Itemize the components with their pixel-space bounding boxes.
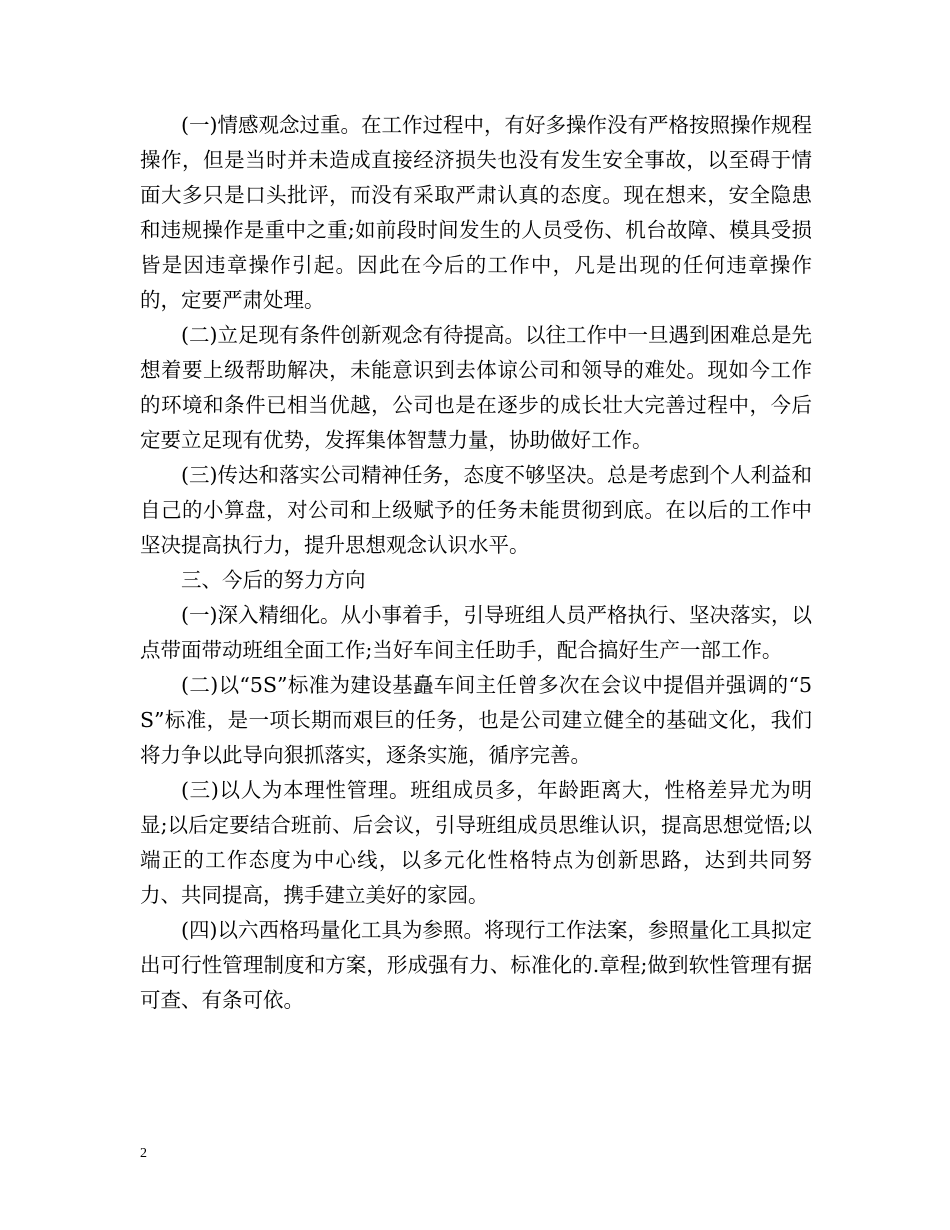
paragraph-5s-standard: (二)以“5S”标准为建设基矗车间主任曾多次在会议中提倡并强调的“5S”标准，是一项长期而艰巨的任务，也是公司建立健全的基础文化，我们将力争以此导向狠抓落实，逐条实施，循序完善。: [140, 673, 812, 767]
section-heading-future-direction: 三、今后的努力方向: [181, 568, 366, 592]
paragraph-task-implementation: (三)传达和落实公司精神任务，态度不够坚决。总是考虑到个人利益和自己的小算盘，对公司和上级赋予的任务未能贯彻到底。在以后的工作中坚决提高执行力，提升思想观念认识水平。: [140, 463, 812, 557]
paragraph-people-oriented-management: (三)以人为本理性管理。班组成员多，年龄距离大，性格差异尤为明显;以后定要结合班前、后会议，引导班组成员思维认识，提高思想觉悟;以端正的工作态度为中心线，以多元化性格特点为创新思路，达到共同努力、共同提高，携手建立美好的家园。: [140, 778, 812, 907]
paragraph-refinement: (一)深入精细化。从小事着手，引导班组人员严格执行、坚决落实，以点带面带动班组全面工作;当好车间主任助手，配合搞好生产一部工作。: [140, 603, 812, 662]
paragraph-six-sigma: (四)以六西格玛量化工具为参照。将现行工作法案，参照量化工具拟定出可行性管理制度和方案，形成强有力、标准化的.章程;做到软性管理有据可查、有条可依。: [140, 918, 812, 1012]
paragraph-emotional-concept: (一)情感观念过重。在工作过程中，有好多操作没有严格按照操作规程操作，但是当时并未造成直接经济损失也没有发生安全事故，以至碍于情面大多只是口头批评，而没有采取严肃认真的态度。现在想来，安全隐患和违规操作是重中之重;如前段时间发生的人员受伤、机台故障、模具受损皆是因违章操作引起。因此在今后的工作中，凡是出现的任何违章操作的，定要严肃处理。: [140, 113, 812, 312]
page-number: 2: [140, 1146, 147, 1161]
document-body: [140, 108, 812, 1018]
paragraph-innovation-concept: (二)立足现有条件创新观念有待提高。以往工作中一旦遇到困难总是先想着要上级帮助解决，未能意识到去体谅公司和领导的难处。现如今工作的环境和条件已相当优越，公司也是在逐步的成长壮大完善过程中，今后定要立足现有优势，发挥集体智慧力量，协助做好工作。: [140, 323, 812, 452]
